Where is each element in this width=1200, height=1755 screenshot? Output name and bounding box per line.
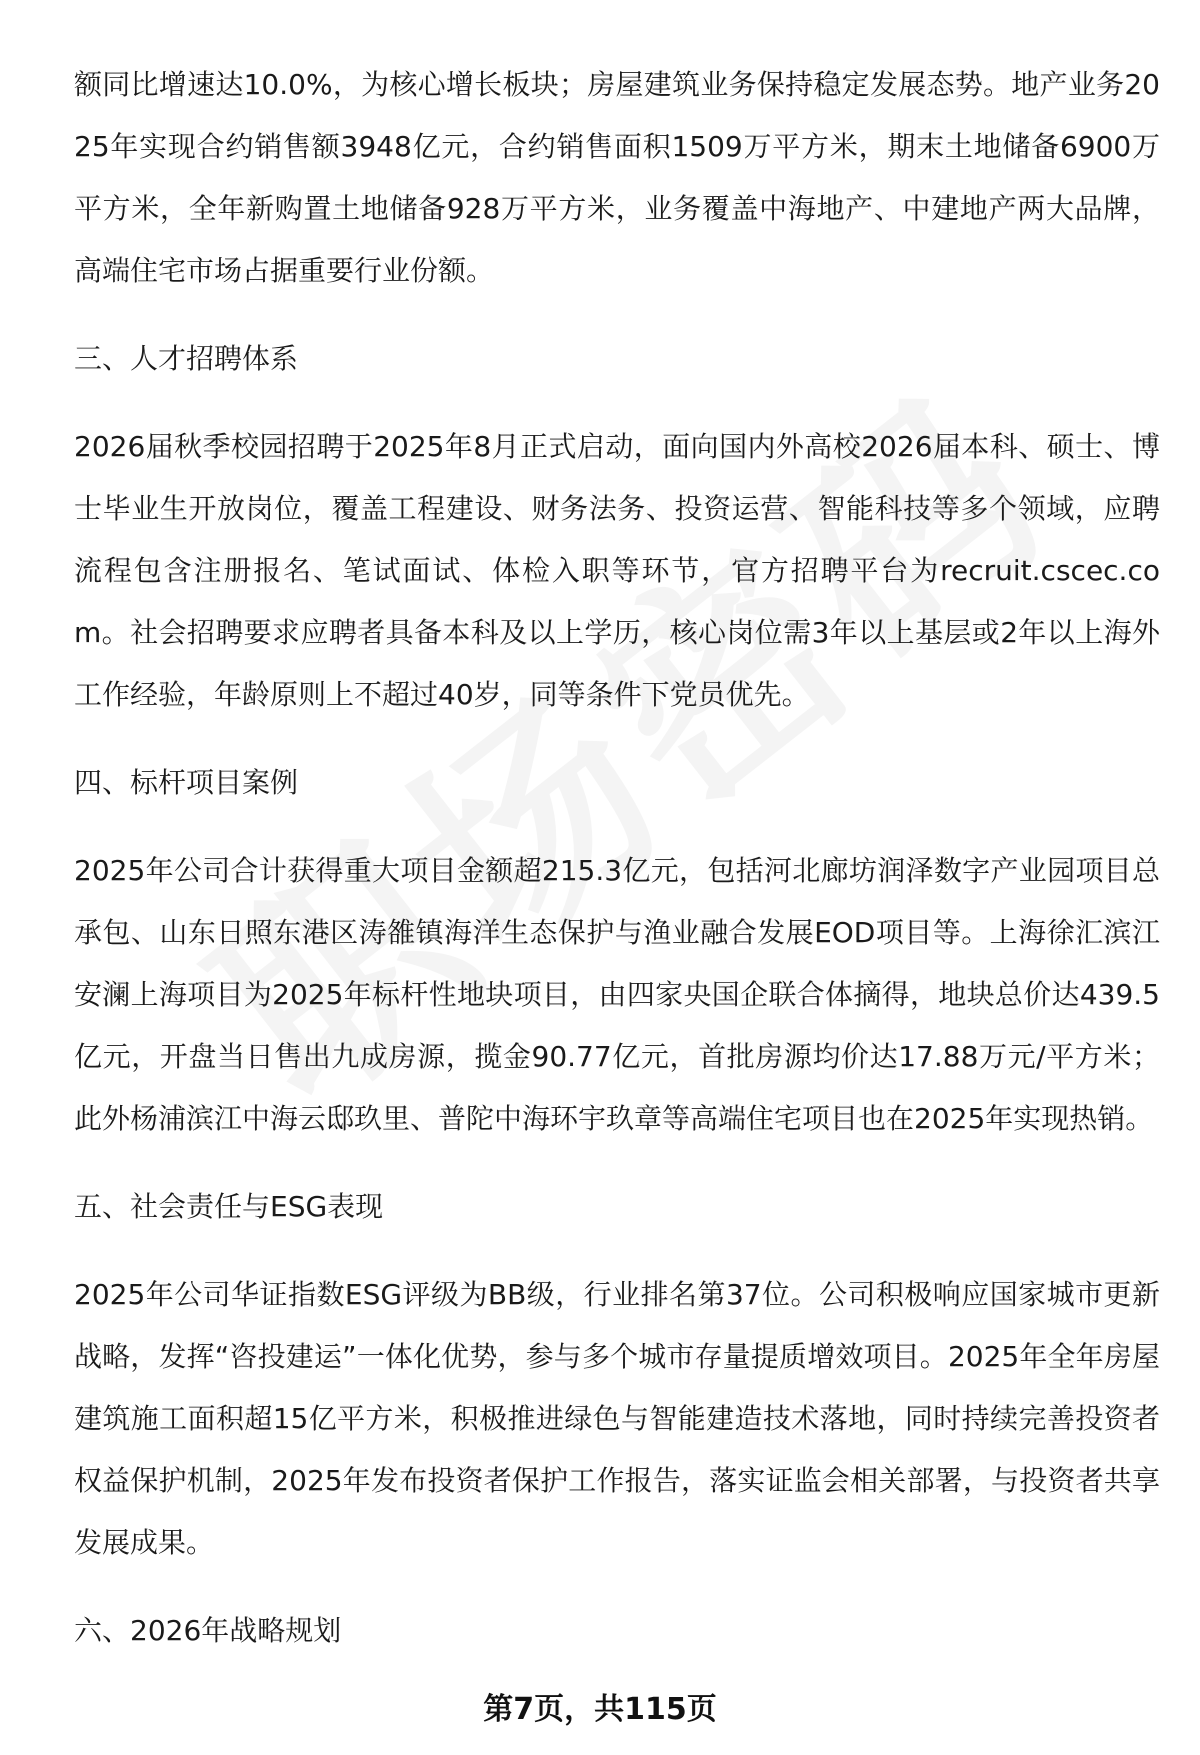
paragraph-projects: 2025年公司合计获得重大项目金额超215.3亿元，包括河北廊坊润泽数字产业园项目总承包、山东日照东港区涛雒镇海洋生态保护与渔业融合发展EOD项目等。上海徐汇滨江安澜上海项目为2025年标杆性地块项目，由四家央国企联合体摘得，地块总价达439.5亿元，开盘当日售出九成房源，揽金90.77亿元，首批房源均价达17.88万元/平方米；此外杨浦滨江中海云邸玖里、普陀中海环宇玖章等高端住宅项目也在2025年实现热销。 [74,854,1160,1135]
paragraph-recruitment: 2026届秋季校园招聘于2025年8月正式启动，面向国内外高校2026届本科、硕士、博士毕业生开放岗位，覆盖工程建设、财务法务、投资运营、智能科技等多个领域，应聘流程包含注册报名、笔试面试、体检入职等环节，官方招聘平台为recruit.cscec.com。社会招聘要求应聘者具备本科及以上学历，核心岗位需3年以上基层或2年以上海外工作经验，年龄原则上不超过40岁，同等条件下党员优先。 [74,430,1160,711]
document-body [74,54,1160,1688]
paragraph-business-overview: 额同比增速达10.0%，为核心增长板块；房屋建筑业务保持稳定发展态势。地产业务2025年实现合约销售额3948亿元，合约销售面积1509万平方米，期末土地储备6900万平方米，全年新购置土地储备928万平方米，业务覆盖中海地产、中建地产两大品牌，高端住宅市场占据重要行业份额。 [74,68,1160,287]
page-number-footer: 第7页，共115页 [483,1692,717,1727]
paragraph-esg: 2025年公司华证指数ESG评级为BB级，行业排名第37位。公司积极响应国家城市更新战略，发挥“咨投建运”一体化优势，参与多个城市存量提质增效项目。2025年全年房屋建筑施工面积超15亿平方米，积极推进绿色与智能建造技术落地，同时持续完善投资者权益保护机制，2025年发布投资者保护工作报告，落实证监会相关部署，与投资者共享发展成果。 [74,1278,1160,1559]
section-heading-recruitment: 三、人才招聘体系 [74,342,299,375]
section-heading-esg: 五、社会责任与ESG表现 [74,1190,384,1223]
section-heading-projects: 四、标杆项目案例 [74,766,299,799]
section-heading-strategy: 六、2026年战略规划 [74,1614,342,1647]
